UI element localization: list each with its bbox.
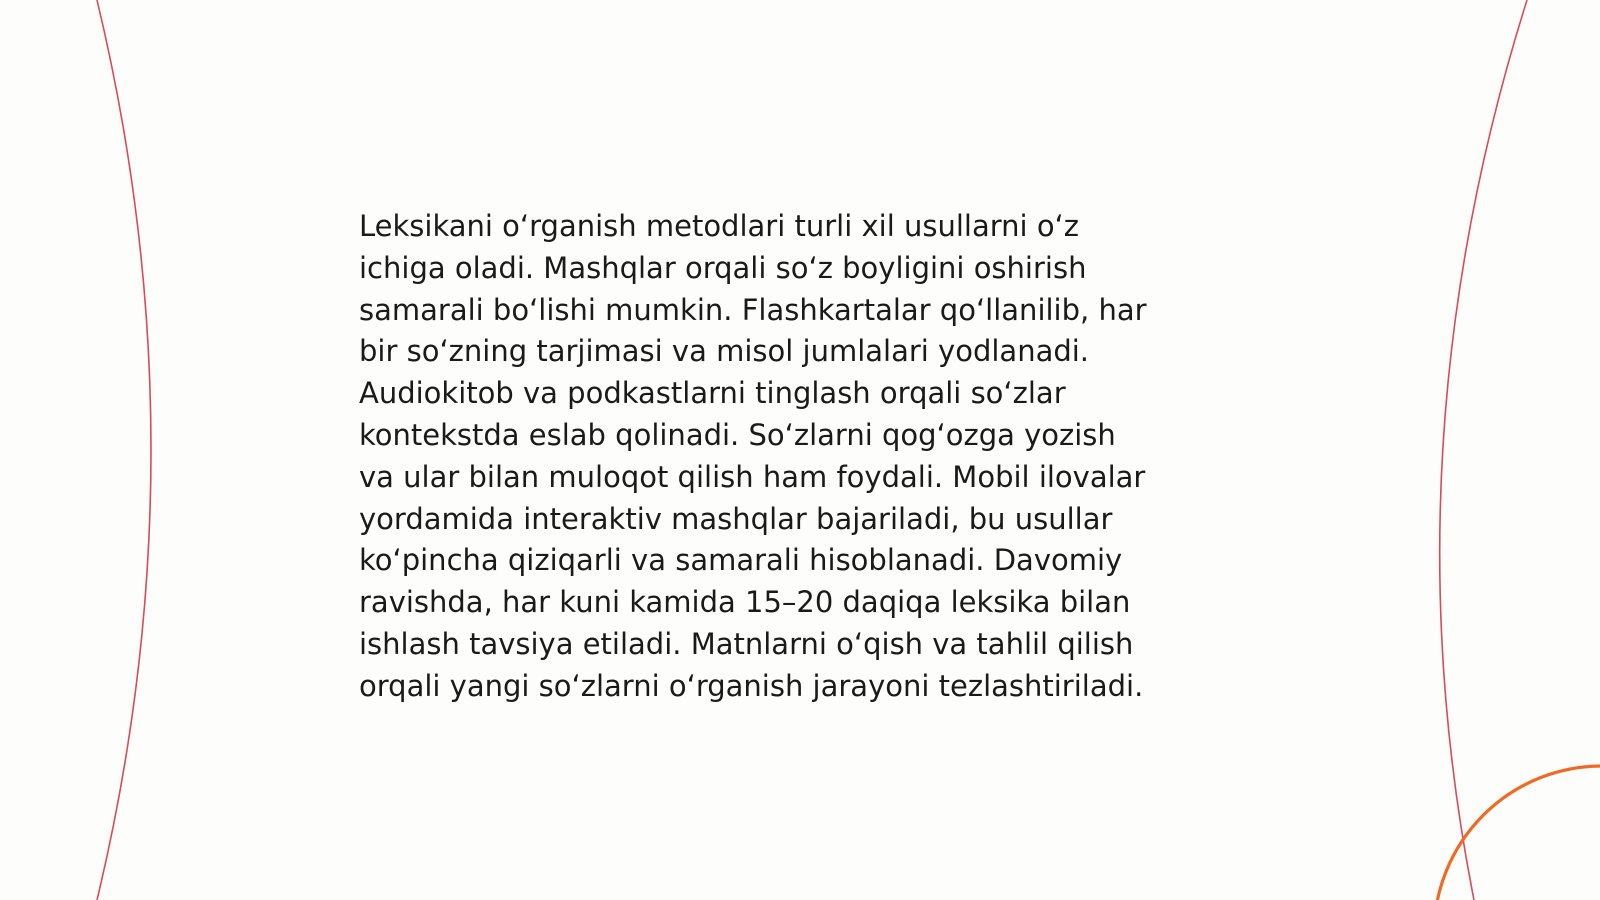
left-curve xyxy=(97,0,151,900)
body-paragraph: Leksikani o‘rganish metodlari turli xil usullarni o‘z ichiga oladi. Mashqlar orqali so‘z boyligini oshirish samarali bo‘lishi mumkin. Flashkartalar qo‘llanilib, har bir so‘zning tarjimasi va misol jumlalari yodlanadi. Audiokitob va podkastlarni tinglash orqali so‘zlar kontekstda eslab qolinadi. So‘zlarni qog‘ozga yozish va ular bilan muloqot qilish ham foydali. Mobil ilovalar yordamida interaktiv mashqlar bajariladi, bu usullar ko‘pincha qiziqarli va samarali hisoblanadi. Davomiy ravishda, har kuni kamida 15–20 daqiqa leksika bilan ishlash tavsiya etiladi. Matnlarni o‘qish va tahlil qilish orqali yangi so‘zlarni o‘rganish jarayoni tezlashtiriladi. xyxy=(359,209,1147,703)
right-curve xyxy=(1440,0,1527,900)
orange-arc xyxy=(1434,766,1600,900)
